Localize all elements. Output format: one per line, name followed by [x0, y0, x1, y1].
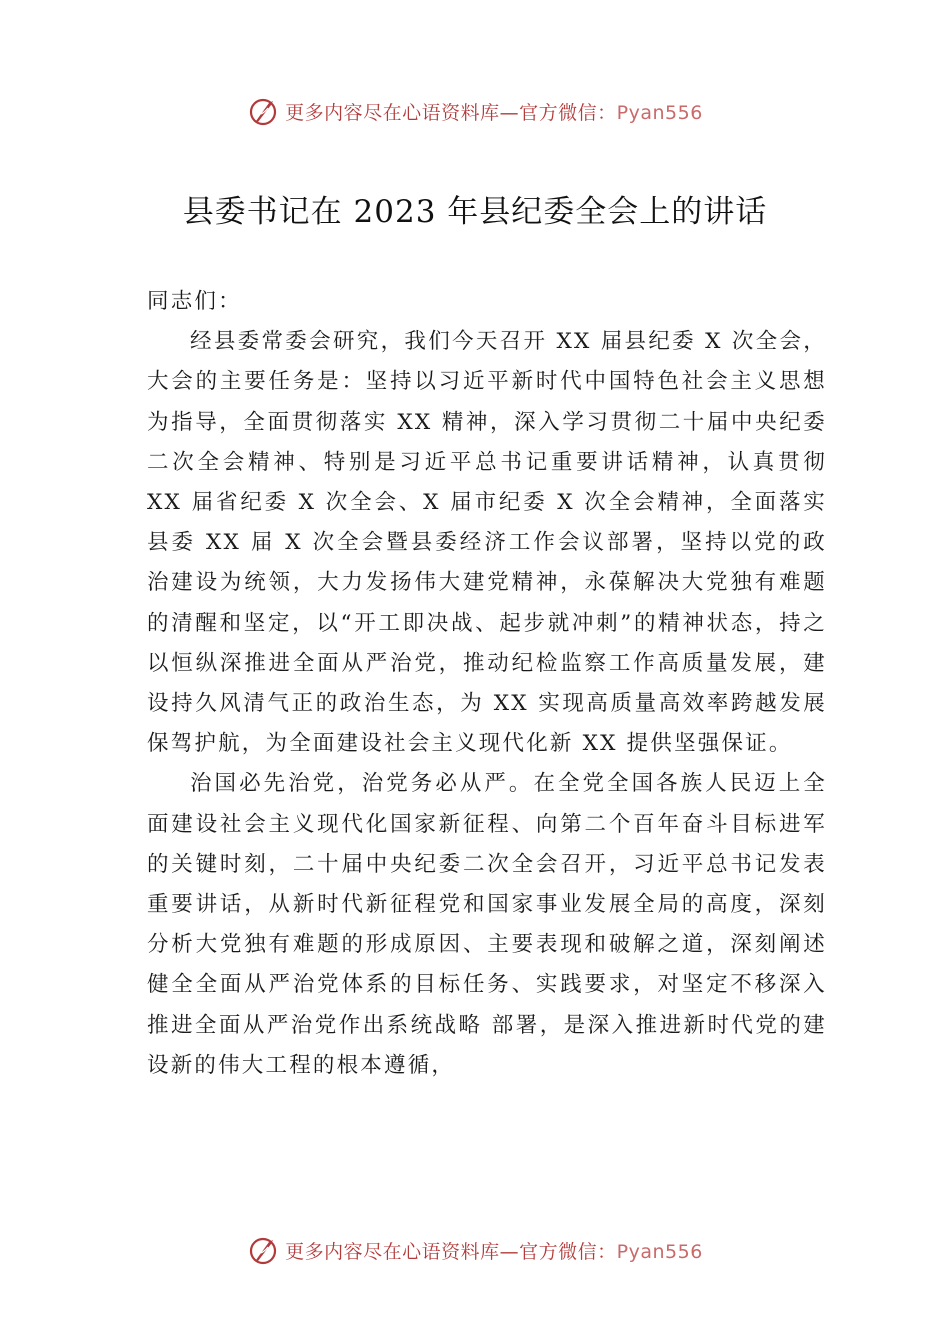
quill-logo-icon [247, 1234, 279, 1266]
footer-watermark-banner [0, 1234, 950, 1266]
paragraph-2: 治国必先治党，治党务必从严。在全党全国各族人民迈上全面建设社会主义现代化国家新征程、向第二个百年奋斗目标进军的关键时刻，二十届中央纪委二次全会召开，习近平总书记发表重要讲话，从新时代新征程党和国家事业发展全局的高度，深刻分析大党独有难题的形成原因、主要表现和破解之道，深刻阐述健全全面从严治党体系的目标任务、实践要求，对坚定不移深入推进全面从严治党作出系统战略 部署，是深入推进新时代党的建设新的伟大工程的根本遵循， [147, 771, 827, 1078]
quill-logo-icon [247, 95, 279, 127]
wechat-id: Pyan556 [616, 101, 703, 124]
footer-watermark-text: 更多内容尽在心语资料库—官方微信：Pyan556 [285, 1240, 703, 1263]
document-body [147, 282, 827, 1086]
wechat-id: Pyan556 [616, 1240, 703, 1263]
greeting: 同志们： [147, 289, 242, 314]
paragraph-1: 经县委常委会研究，我们今天召开 XX 届县纪委 X 次全会，大会的主要任务是：坚持以习近平新时代中国特色社会主义思想为指导，全面贯彻落实 XX 精神，深入学习贯彻二十届中央纪委二次全会精神、特别是习近平总书记重要讲话精神，认真贯彻 XX 届省纪委 X 次全会、X 届市纪委 X 次全会精神，全面落实县委 XX 届 X 次全会暨县委经济工作会议部署，坚持以党的政治建设为统领，大力发扬伟大建党精神，永葆解决大党独有难题的清醒和坚定，以“开工即决战、起步就冲刺”的精神状态，持之以恒纵深推进全面从严治党，推动纪检监察工作高质量发展，建设持久风清气正的政治生态，为 XX 实现高质量高效率跨越发展保驾护航，为全面建设社会主义现代化新 XX 提供坚强保证。 [147, 329, 827, 757]
header-watermark-banner [0, 95, 950, 127]
document-title: 县委书记在 2023 年县纪委全会上的讲话 [182, 194, 768, 230]
header-watermark-text: 更多内容尽在心语资料库—官方微信：Pyan556 [285, 101, 703, 124]
